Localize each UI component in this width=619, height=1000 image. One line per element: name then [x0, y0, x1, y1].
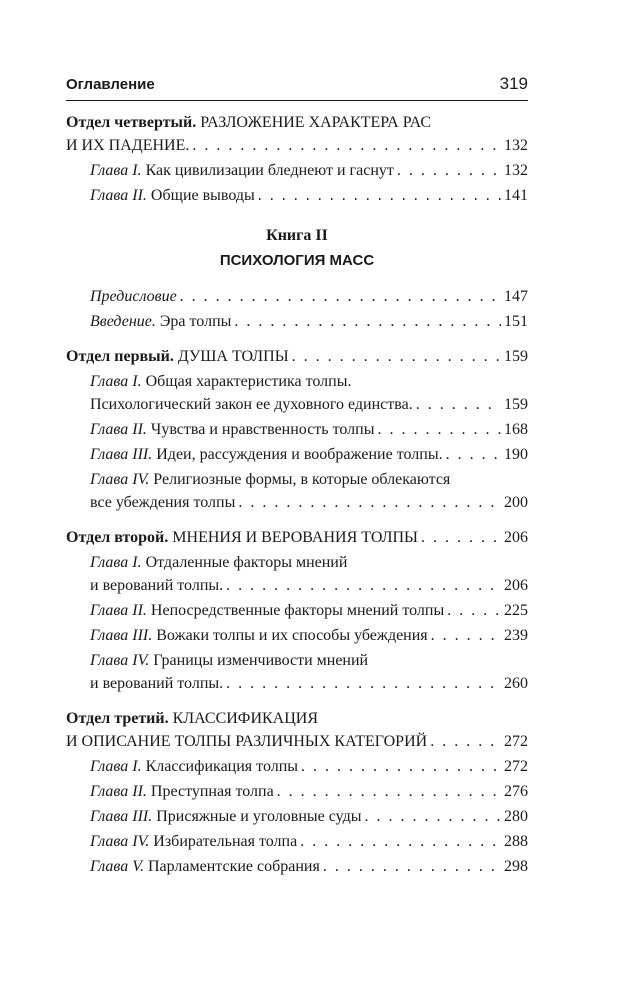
dot-leader	[430, 730, 501, 753]
toc-section	[66, 526, 528, 695]
toc-entry[interactable]	[66, 855, 528, 878]
toc-entry-title: Присяжные и уголовные суды	[156, 808, 362, 825]
chapter-label: Глава II.	[90, 187, 147, 204]
toc-entry-text	[66, 345, 289, 368]
toc-entry-last-line	[66, 134, 528, 157]
dot-leader	[300, 830, 501, 853]
dot-leader	[397, 159, 501, 182]
book-title: ПСИХОЛОГИЯ МАСС	[219, 252, 375, 269]
toc-entry-last-line	[90, 855, 528, 878]
dot-leader	[447, 599, 501, 622]
toc-entry-text	[90, 310, 231, 333]
toc-page-number: 190	[504, 446, 528, 463]
toc-entry-title: Идеи, рассуждения и воображение толпы.	[156, 446, 443, 463]
toc-page-number: 239	[504, 627, 528, 644]
toc-entry-title: Психологический закон ее духовного единства.	[90, 396, 413, 413]
chapter-label: Глава III.	[90, 446, 153, 463]
toc-entry-line	[66, 111, 528, 134]
dot-leader	[234, 310, 501, 333]
toc-entry-text	[90, 599, 444, 622]
toc-entry-text	[90, 418, 374, 441]
toc-entry-title: Парламентские собрания	[147, 858, 320, 875]
toc-entry-last-line	[90, 624, 528, 647]
toc-entry-text	[90, 855, 320, 878]
toc-entry-last-line	[90, 491, 528, 514]
dot-leader	[180, 285, 501, 308]
toc-entry[interactable]	[66, 285, 528, 308]
toc-page-number: 288	[504, 833, 528, 850]
toc-entry-last-line	[66, 730, 528, 753]
toc-entry[interactable]	[66, 418, 528, 441]
toc-entry[interactable]	[66, 649, 528, 695]
dot-leader	[277, 780, 501, 803]
toc-entry-last-line	[90, 672, 528, 695]
toc-entry-last-line	[90, 393, 528, 416]
toc-entry[interactable]	[66, 551, 528, 597]
toc-entry[interactable]	[66, 755, 528, 778]
dot-leader	[377, 418, 501, 441]
toc-entry-title: Отдаленные факторы мнений	[145, 554, 348, 571]
toc-entry-line	[90, 649, 528, 672]
toc-entry-text	[90, 574, 223, 597]
toc-page-number: 272	[504, 733, 528, 750]
toc-entry-last-line	[90, 443, 528, 466]
toc-section	[66, 111, 528, 207]
toc-entry-title: и верований толпы.	[90, 675, 224, 692]
chapter-label: Глава V.	[90, 858, 144, 875]
toc-entry-title: Эра толпы	[159, 313, 232, 330]
toc-entry-title: РАЗЛОЖЕНИЕ ХАРАКТЕРА РАС	[200, 114, 431, 131]
toc-page-number: 147	[504, 288, 528, 305]
toc-entry-last-line	[90, 599, 528, 622]
toc-entry[interactable]	[66, 624, 528, 647]
toc-entry-title: Общая характеристика толпы.	[145, 373, 352, 390]
toc-entry[interactable]	[66, 159, 528, 182]
chapter-label: Глава IV.	[90, 652, 150, 669]
toc-page-number: 151	[504, 313, 528, 330]
dot-leader	[226, 574, 501, 597]
dot-leader	[301, 755, 501, 778]
toc-entry-title: ДУША ТОЛПЫ	[177, 348, 289, 365]
toc-section	[66, 285, 528, 333]
toc-entry-text	[90, 285, 177, 308]
chapter-label: Введение.	[90, 313, 156, 330]
toc-entry-last-line	[90, 418, 528, 441]
toc-page-number: 159	[504, 396, 528, 413]
toc-entry-title: Общие выводы	[150, 187, 255, 204]
toc-entry-last-line	[66, 526, 528, 549]
toc-entry[interactable]	[66, 345, 528, 368]
toc-entry-text	[90, 443, 443, 466]
toc-entry[interactable]	[66, 184, 528, 207]
toc-entry[interactable]	[66, 599, 528, 622]
toc-entry-text	[90, 624, 428, 647]
part-label: Отдел третий.	[66, 710, 169, 727]
toc-entry-title: И ИХ ПАДЕНИЕ.	[66, 137, 190, 154]
toc-entry[interactable]	[66, 830, 528, 853]
dot-leader	[421, 526, 501, 549]
toc-page-number: 280	[504, 808, 528, 825]
dot-leader	[431, 624, 501, 647]
toc-entry-last-line	[90, 830, 528, 853]
toc-entry-title: МНЕНИЯ И ВЕРОВАНИЯ ТОЛПЫ	[172, 529, 418, 546]
part-label: Отдел второй.	[66, 529, 169, 546]
dot-leader	[238, 491, 501, 514]
toc-page-number: 168	[504, 421, 528, 438]
toc-entry-text	[66, 134, 189, 157]
toc-entry-title: и верований толпы.	[90, 577, 224, 594]
toc-page-number: 159	[504, 348, 528, 365]
toc-entry-title: все убеждения толпы	[90, 494, 236, 511]
chapter-label: Предисловие	[90, 288, 177, 305]
dot-leader	[446, 443, 501, 466]
dot-leader	[192, 134, 501, 157]
toc-entry[interactable]	[66, 805, 528, 828]
toc-entry-text	[90, 184, 255, 207]
toc-entry-last-line	[90, 805, 528, 828]
dot-leader	[226, 672, 501, 695]
chapter-label: Глава II.	[90, 602, 147, 619]
page-number: 319	[499, 74, 528, 93]
toc-entry-text	[90, 159, 394, 182]
chapter-label: Глава II.	[90, 783, 147, 800]
chapter-label: Глава IV.	[90, 833, 150, 850]
toc-entry-text	[90, 491, 235, 514]
dot-leader	[365, 805, 501, 828]
dot-leader	[416, 393, 501, 416]
toc-page-number: 272	[504, 758, 528, 775]
toc-entry-last-line	[66, 345, 528, 368]
part-label: Отдел четвертый.	[66, 114, 197, 131]
toc-section	[66, 707, 528, 878]
running-title: Оглавление	[66, 76, 155, 93]
toc-entry-line	[90, 551, 528, 574]
toc-page-number: 132	[504, 162, 528, 179]
toc-page-number: 298	[504, 858, 528, 875]
running-header	[66, 74, 528, 101]
book-label: Книга II	[266, 227, 328, 244]
toc-entry-text	[90, 830, 297, 853]
toc-entry-text	[90, 393, 413, 416]
dot-leader	[258, 184, 501, 207]
chapter-label: Глава IV.	[90, 471, 150, 488]
toc-entry-last-line	[90, 755, 528, 778]
toc-entry[interactable]	[66, 310, 528, 333]
chapter-label: Глава I.	[90, 373, 142, 390]
toc-entry-title: Границы изменчивости мнений	[153, 652, 369, 669]
dot-leader	[323, 855, 501, 878]
toc-entry[interactable]	[66, 526, 528, 549]
toc-page-number: 206	[504, 529, 528, 546]
toc-page-number: 260	[504, 675, 528, 692]
toc-entry-title: Чувства и нравственность толпы	[150, 421, 375, 438]
toc-section	[66, 345, 528, 514]
toc-entry-text	[66, 526, 418, 549]
part-label: Отдел первый.	[66, 348, 174, 365]
toc-entry-last-line	[90, 285, 528, 308]
toc-page-number: 200	[504, 494, 528, 511]
toc-entry[interactable]	[66, 370, 528, 416]
toc-entry-line	[66, 707, 528, 730]
toc-entry-title: Непосредственные факторы мнений толпы	[150, 602, 445, 619]
toc-entry-text	[90, 805, 362, 828]
toc-entry-title: Классификация толпы	[145, 758, 299, 775]
toc-entry-title: КЛАССИФИКАЦИЯ	[172, 710, 319, 727]
book-heading	[66, 225, 528, 273]
toc-entry[interactable]	[66, 443, 528, 466]
toc-entry[interactable]	[66, 468, 528, 514]
toc-entry-title: Преступная толпа	[150, 783, 274, 800]
toc-entry[interactable]	[66, 707, 528, 753]
toc-entry-line	[90, 468, 528, 491]
toc-entry-title: И ОПИСАНИЕ ТОЛПЫ РАЗЛИЧНЫХ КАТЕГОРИЙ	[66, 733, 428, 750]
chapter-label: Глава II.	[90, 421, 147, 438]
toc-page-number: 276	[504, 783, 528, 800]
table-of-contents	[66, 109, 528, 878]
toc-entry-title: Избирательная толпа	[153, 833, 298, 850]
toc-entry-last-line	[90, 574, 528, 597]
toc-entry-line	[90, 370, 528, 393]
toc-entry-title: Религиозные формы, в которые облекаются	[153, 471, 451, 488]
toc-entry-text	[90, 755, 298, 778]
chapter-label: Глава III.	[90, 808, 153, 825]
chapter-label: Глава I.	[90, 758, 142, 775]
toc-page-number: 225	[504, 602, 528, 619]
chapter-label: Глава I.	[90, 554, 142, 571]
toc-page-number: 132	[504, 137, 528, 154]
toc-entry-last-line	[90, 184, 528, 207]
toc-entry-last-line	[90, 310, 528, 333]
toc-page-number: 206	[504, 577, 528, 594]
chapter-label: Глава I.	[90, 162, 142, 179]
toc-entry-text	[90, 780, 274, 803]
toc-entry-last-line	[90, 780, 528, 803]
toc-entry-title: Как цивилизации бледнеют и гаснут	[145, 162, 394, 179]
chapter-label: Глава III.	[90, 627, 153, 644]
toc-entry[interactable]	[66, 780, 528, 803]
toc-entry-text	[90, 672, 223, 695]
toc-entry-title: Вожаки толпы и их способы убеждения	[156, 627, 428, 644]
toc-entry-text	[66, 730, 427, 753]
dot-leader	[292, 345, 501, 368]
toc-entry[interactable]	[66, 111, 528, 157]
toc-entry-last-line	[90, 159, 528, 182]
toc-page-number: 141	[504, 187, 528, 204]
